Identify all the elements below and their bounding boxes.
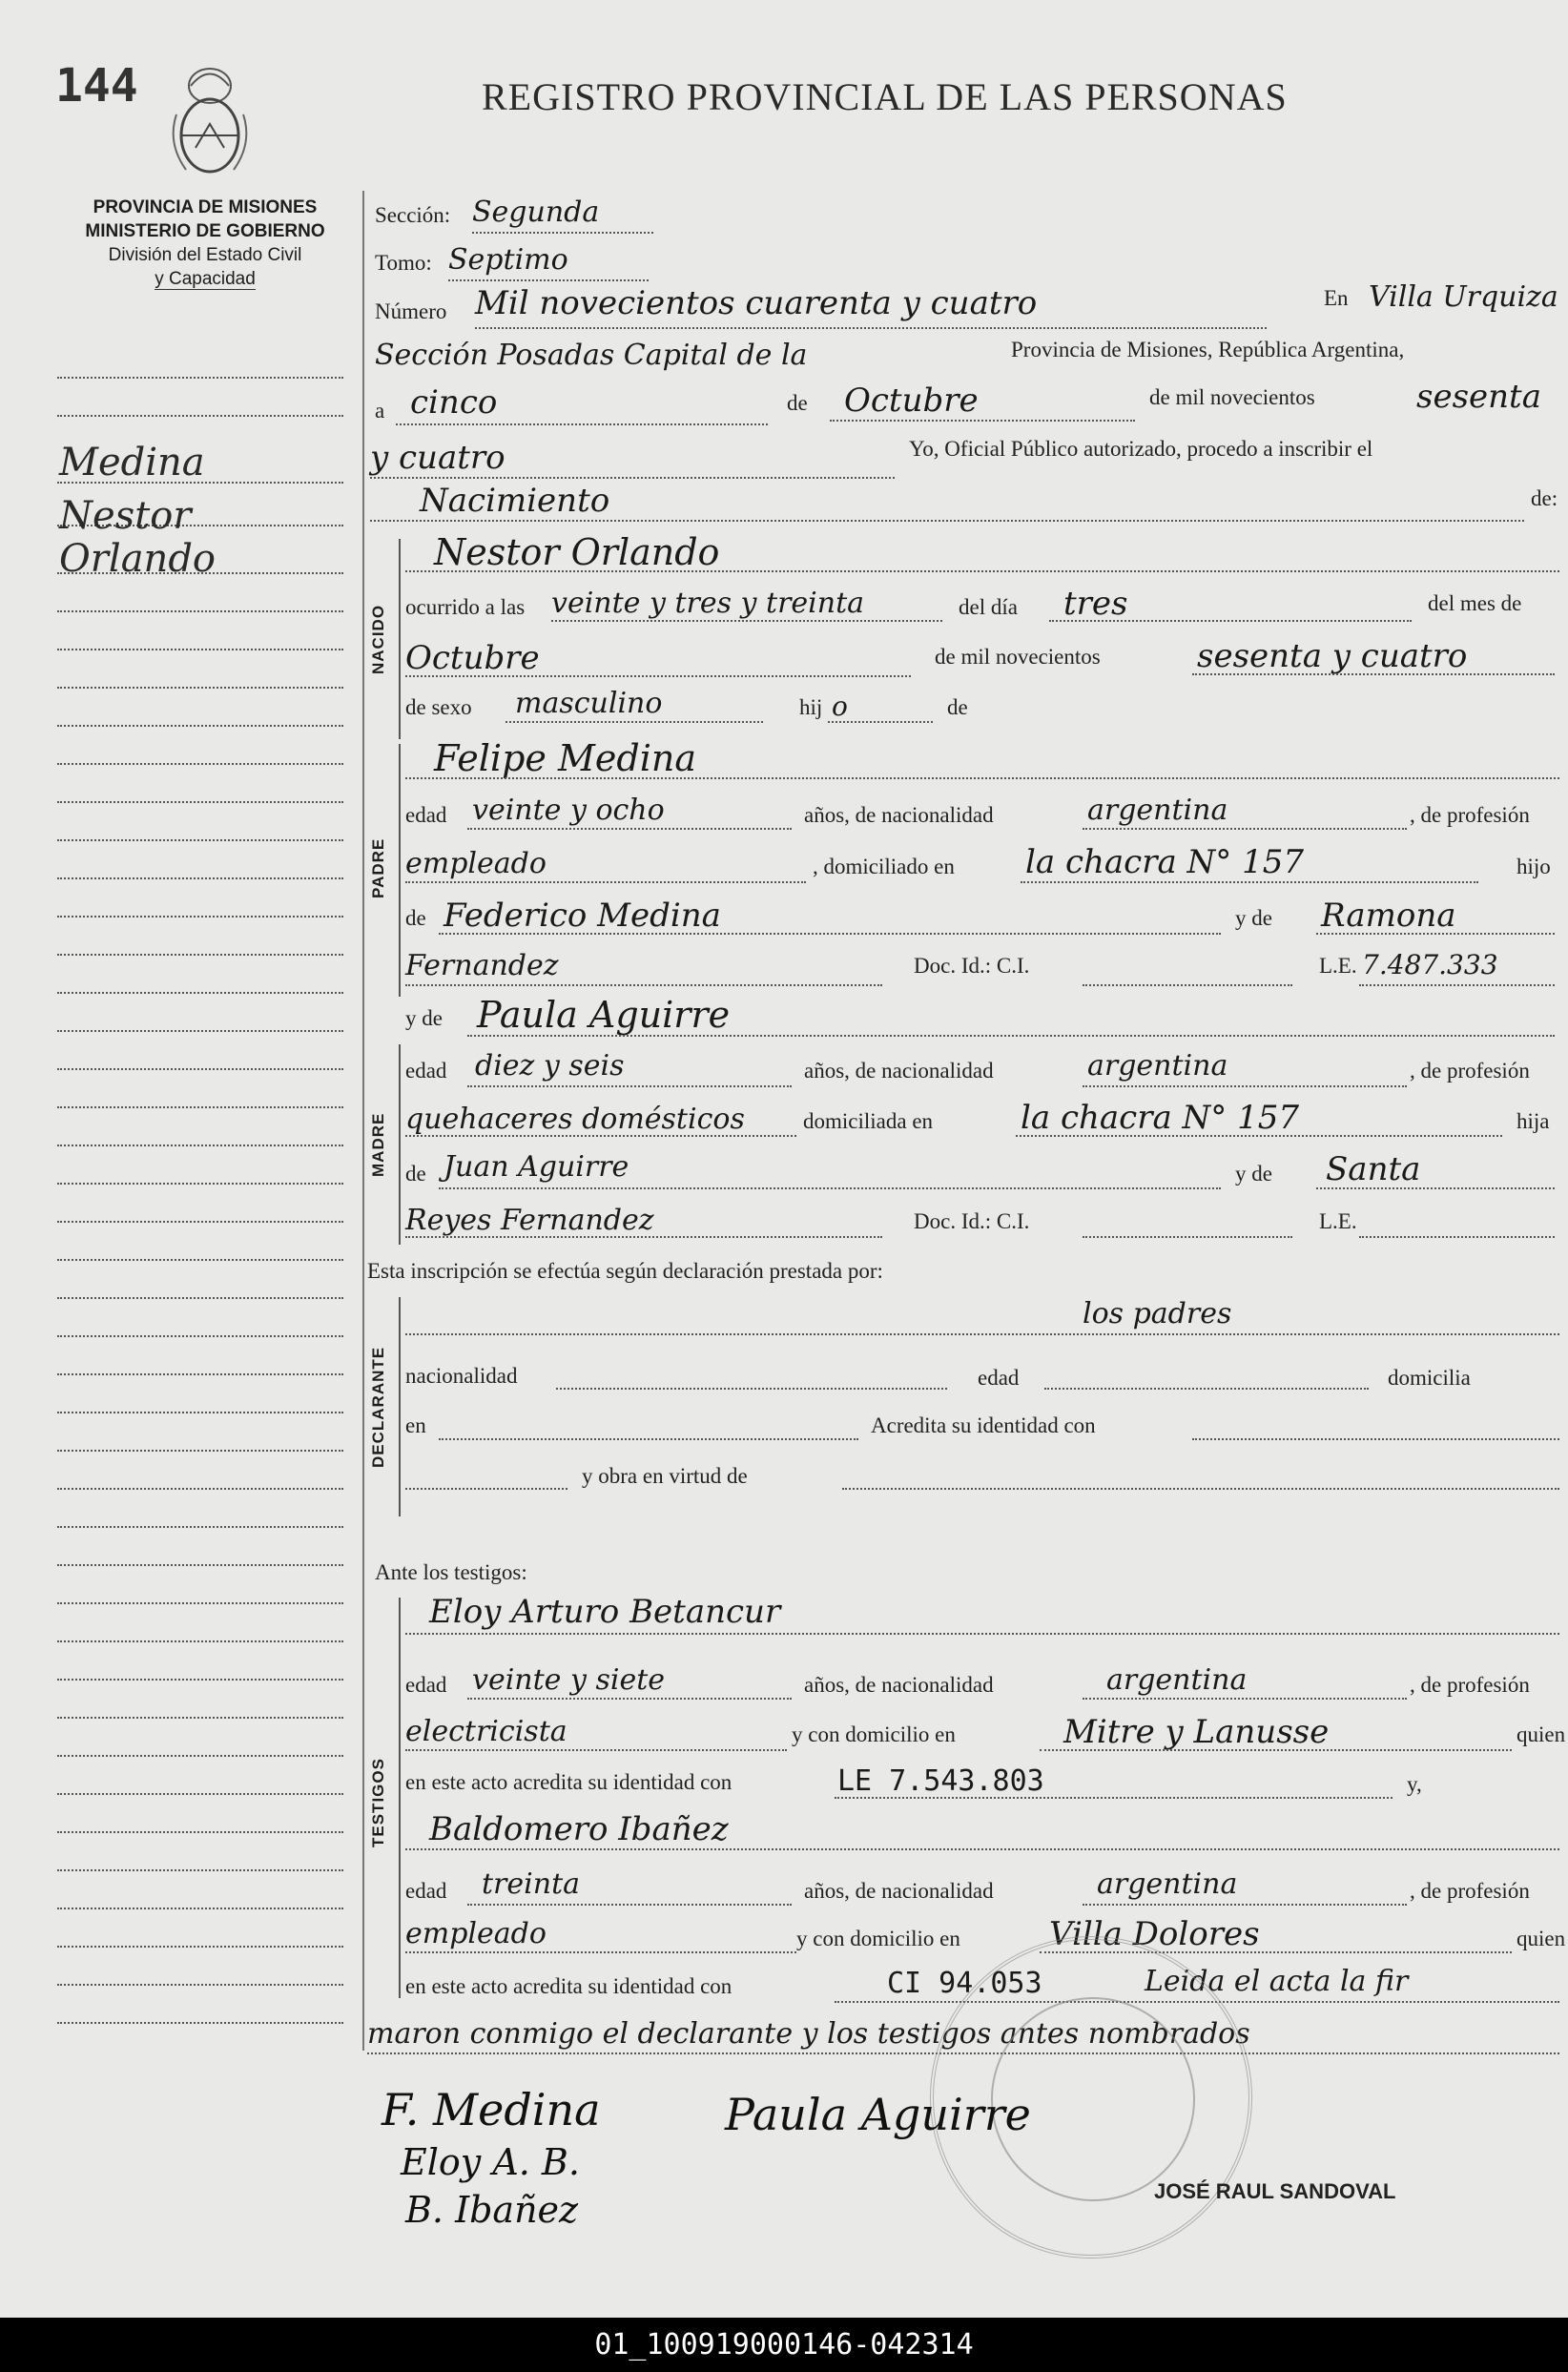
org-capacity: y Capacidad	[155, 269, 256, 289]
label-y-de-2: y de	[405, 1006, 443, 1030]
value-anio: sesenta	[1416, 378, 1541, 416]
label-t1-nac: años, de nacionalidad	[804, 1673, 994, 1697]
value-t2-nac: argentina	[1097, 1867, 1238, 1901]
value-t1-edad: veinte y siete	[472, 1663, 666, 1697]
value-hij-suffix: o	[832, 691, 848, 722]
value-madre-madre: Santa	[1326, 1150, 1421, 1188]
section-madre: MADRE	[369, 1112, 387, 1177]
label-le: L.E.	[1319, 954, 1357, 978]
value-padre-dom: la chacra N° 157	[1025, 843, 1304, 881]
label-t2-edad: edad	[405, 1879, 447, 1903]
value-cierre1: Leida el acta la fir	[1145, 1965, 1409, 1998]
label-madre-prof: , de profesión	[1410, 1059, 1530, 1083]
value-madre-padre: Juan Aguirre	[444, 1150, 629, 1184]
label-esta-inscripcion: Esta inscripción se efectúa según declaración prestada por:	[367, 1259, 883, 1283]
value-padre-edad: veinte y ocho	[472, 794, 665, 827]
org-ministry: MINISTERIO DE GOBIERNO	[85, 221, 325, 241]
label-seccion: Sección:	[375, 203, 451, 227]
value-dia: cinco	[410, 383, 498, 422]
org-block	[57, 196, 353, 291]
label-madre-nac: años, de nacionalidad	[804, 1059, 994, 1083]
label-t2-acredita: en este acto acredita su identidad con	[405, 1974, 732, 1998]
label-madre-edad: edad	[405, 1059, 447, 1083]
label-de: de	[787, 391, 808, 415]
value-nombre: Nestor Orlando	[434, 531, 720, 573]
margin-divider	[362, 191, 365, 2051]
value-madre-edad: diez y seis	[475, 1049, 625, 1083]
label-decl-acredita: Acredita su identidad con	[871, 1413, 1096, 1437]
signature-witness2: B. Ibañez	[405, 2189, 579, 2231]
label-hija: hija	[1516, 1109, 1550, 1133]
official-name: JOSÉ RAUL SANDOVAL	[1154, 2179, 1396, 2203]
value-lugar2: Sección Posadas Capital de la	[375, 339, 808, 372]
label-t2-domicilio: y con domicilio en	[796, 1927, 960, 1950]
label-madre-y-de: y de	[1235, 1162, 1272, 1186]
value-madre-madre2: Reyes Fernandez	[405, 1204, 654, 1237]
label-decl-obra-virtud: y obra en virtud de	[582, 1464, 748, 1488]
value-t1-nombre: Eloy Arturo Betancur	[429, 1593, 781, 1631]
value-t2-dom: Villa Dolores	[1049, 1915, 1260, 1953]
label-hijo: hijo	[1516, 855, 1551, 878]
label-madre-le: L.E.	[1319, 1209, 1357, 1233]
value-hora: veinte y tres y treinta	[551, 587, 865, 620]
label-numero: Número	[375, 299, 447, 323]
label-en: En	[1324, 286, 1349, 310]
label-t1-domicilio: y con domicilio en	[792, 1722, 956, 1746]
value-acto: Nacimiento	[420, 482, 610, 520]
value-t2-prof: empleado	[405, 1917, 547, 1950]
org-division: División del Estado Civil	[108, 245, 302, 265]
margin-middlename: Orlando	[59, 537, 217, 581]
value-t2-doc: CI 94.053	[887, 1967, 1042, 2000]
value-sexo: masculino	[515, 687, 663, 720]
label-hij: hij	[799, 695, 823, 719]
value-t2-nombre: Baldomero Ibañez	[429, 1810, 729, 1848]
label-ante-testigos: Ante los testigos:	[375, 1560, 527, 1584]
label-decl-domicilia: domicilia	[1388, 1366, 1471, 1390]
label-padre-prof: , de profesión	[1410, 803, 1530, 827]
label-del-dia: del día	[959, 595, 1018, 619]
margin-firstname: Nestor	[59, 494, 192, 538]
value-t1-dom: Mitre y Lanusse	[1063, 1713, 1330, 1751]
value-seccion: Segunda	[472, 196, 600, 229]
value-madre-prof: quehaceres domésticos	[405, 1103, 745, 1136]
value-padre-madre: Ramona	[1321, 897, 1456, 935]
value-padre-nombre: Felipe Medina	[434, 737, 696, 779]
value-padre-nac: argentina	[1087, 794, 1228, 827]
section-testigos: TESTIGOS	[369, 1758, 387, 1847]
label-a: a	[375, 399, 385, 423]
value-mes: Octubre	[844, 382, 979, 420]
margin-surname: Medina	[59, 441, 205, 485]
label-tomo: Tomo:	[375, 251, 432, 275]
value-declarante: los padres	[1083, 1297, 1232, 1330]
value-mes-nac: Octubre	[405, 639, 540, 677]
value-en-lugar: Villa Urquiza	[1369, 280, 1558, 314]
label-padre-nac: años, de nacionalidad	[804, 803, 994, 827]
value-dia-nac: tres	[1063, 585, 1128, 623]
section-padre: PADRE	[369, 837, 387, 898]
label-madre-de: de	[405, 1162, 426, 1186]
label-de-colon: de:	[1531, 486, 1558, 510]
document-id: 01_100919000146-042314	[0, 2318, 1568, 2372]
label-t1-edad: edad	[405, 1673, 447, 1697]
signature-witness1: Eloy A. B.	[401, 2141, 580, 2183]
label-decl-edad: edad	[978, 1366, 1020, 1390]
value-t1-doc: LE 7.543.803	[837, 1764, 1044, 1798]
page-title: REGISTRO PROVINCIAL DE LAS PERSONAS	[482, 75, 1288, 118]
value-madre-nombre: Paula Aguirre	[477, 994, 731, 1036]
value-t2-edad: treinta	[482, 1867, 581, 1901]
label-de-2: de	[947, 695, 968, 719]
label-padre-dom: , domiciliado en	[813, 855, 955, 878]
label-t2-quien: quien	[1516, 1927, 1566, 1950]
value-cierre2: maron conmigo el declarante y los testigos antes nombrados	[367, 2017, 1250, 2051]
label-ocurrido: ocurrido a las	[405, 595, 526, 619]
value-numero: Mil novecientos cuarenta y cuatro	[475, 284, 1038, 322]
label-t1-prof: , de profesión	[1410, 1673, 1530, 1697]
label-madre-doc-id: Doc. Id.: C.I.	[914, 1209, 1030, 1233]
label-t2-prof: , de profesión	[1410, 1879, 1530, 1903]
value-anio-nac: sesenta y cuatro	[1197, 637, 1468, 675]
label-madre-dom: domiciliada en	[803, 1109, 934, 1133]
label-y-de: y de	[1235, 906, 1272, 930]
value-madre-nac: argentina	[1087, 1049, 1228, 1083]
label-yo-oficial: Yo, Oficial Público autorizado, procedo a inscribir el	[909, 437, 1373, 461]
value-padre-prof: empleado	[405, 847, 547, 880]
label-mil-novecientos: de mil novecientos	[1149, 385, 1315, 409]
org-province: PROVINCIA DE MISIONES	[93, 197, 318, 217]
value-padre-padre: Federico Medina	[444, 897, 721, 935]
signature-mother: Paula Aguirre	[725, 2089, 1031, 2140]
value-t1-prof: electricista	[405, 1715, 567, 1748]
page-number: 144	[55, 59, 138, 113]
label-sexo: de sexo	[405, 695, 472, 719]
label-padre-edad: edad	[405, 803, 447, 827]
label-t1-quien: quien	[1516, 1722, 1566, 1746]
value-madre-dom: la chacra N° 157	[1021, 1099, 1299, 1137]
signature-father: F. Medina	[382, 2084, 601, 2135]
value-tomo: Septimo	[448, 243, 568, 277]
label-de-3: de	[405, 906, 426, 930]
label-doc-id: Doc. Id.: C.I.	[914, 954, 1030, 978]
label-del-mes: del mes de	[1428, 591, 1522, 615]
label-t1-acredita: en este acto acredita su identidad con	[405, 1770, 732, 1794]
label-decl-en: en	[405, 1413, 426, 1437]
value-padre-le: 7.487.333	[1362, 949, 1498, 980]
section-declarante: DECLARANTE	[369, 1346, 387, 1468]
value-t1-nac: argentina	[1106, 1663, 1248, 1697]
label-provincia: Provincia de Misiones, República Argentina,	[1011, 338, 1405, 361]
section-nacido: NACIDO	[369, 604, 387, 674]
label-t2-nac: años, de nacionalidad	[804, 1879, 994, 1903]
label-decl-nacionalidad: nacionalidad	[405, 1364, 518, 1388]
coat-of-arms-icon	[167, 57, 253, 181]
label-y-comma: y,	[1407, 1772, 1422, 1796]
label-mil-novecientos-2: de mil novecientos	[935, 645, 1101, 669]
value-anio2: y cuatro	[370, 439, 505, 477]
value-padre-madre2: Fernandez	[405, 949, 559, 982]
